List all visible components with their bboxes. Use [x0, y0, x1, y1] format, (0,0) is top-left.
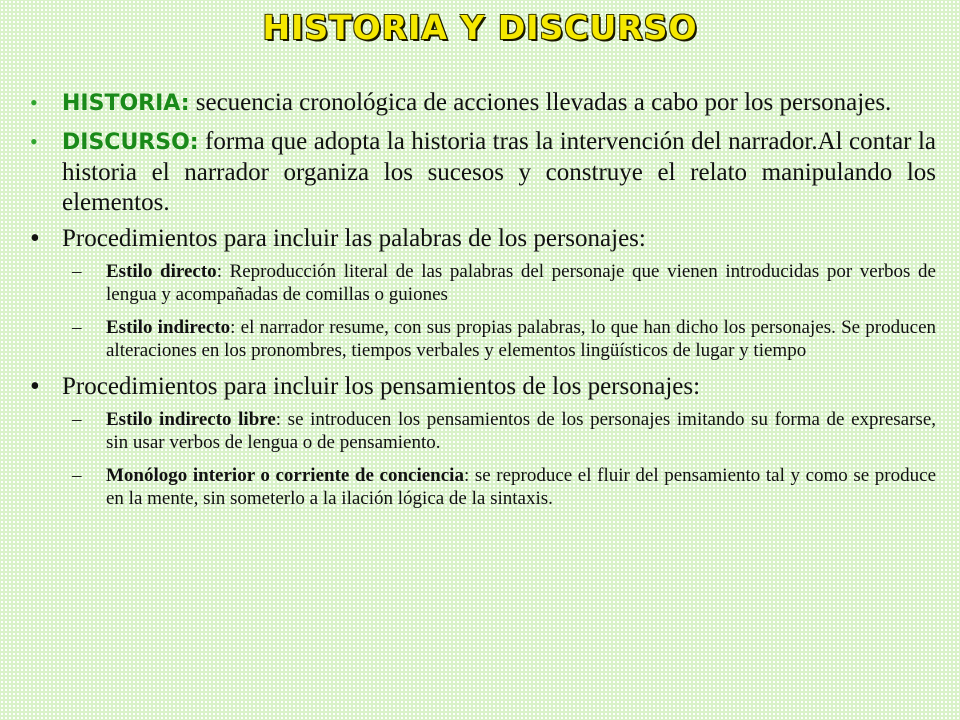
term-historia: HISTORIA:	[62, 91, 190, 116]
bullet-dot-icon: •	[30, 129, 38, 154]
slide-content	[30, 88, 936, 520]
definition-historia: secuencia cronológica de acciones llevadas a cabo por los personajes.	[189, 89, 892, 116]
bullet-dot-icon: •	[30, 371, 40, 402]
term-monologo-interior: Monólogo interior o corriente de conciencia	[106, 465, 464, 486]
sub-item-monologo-interior	[30, 464, 936, 510]
dash-icon: –	[72, 317, 82, 338]
definition-estilo-indirecto: : el narrador resume, con sus propias palabras, lo que han dicho los personajes. Se producen alteraciones en los pronombres, tiempos verbales y elementos lingüísticos de lugar y tiempo	[106, 317, 936, 361]
heading-pensamientos: Procedimientos para incluir los pensamientos de los personajes:	[62, 373, 701, 400]
definition-discurso: forma que adopta la historia tras la intervención del narrador.Al contar la historia el narrador organiza los sucesos y construye el relato manipulando los elementos.	[62, 128, 936, 216]
definition-estilo-indirecto-libre: : se introducen los pensamientos de los personajes imitando su forma de expresarse, sin usar verbos de lengua o de pensamiento.	[106, 409, 937, 453]
term-discurso: DISCURSO:	[62, 130, 199, 155]
sub-item-estilo-indirecto-libre	[30, 408, 936, 454]
definition-estilo-directo: : Reproducción literal de las palabras del personaje que vienen introducidas por verbos de lengua y acompañadas de comillas o guiones	[106, 261, 936, 305]
slide-title: HISTORIA Y DISCURSO	[262, 8, 698, 47]
dash-icon: –	[72, 261, 82, 282]
bullet-historia	[30, 88, 936, 119]
sub-item-estilo-directo	[30, 260, 936, 306]
bullet-palabras	[30, 224, 936, 254]
bullet-discurso	[30, 127, 936, 218]
bullet-dot-icon: •	[30, 90, 38, 115]
dash-icon: –	[72, 409, 82, 430]
term-estilo-indirecto: Estilo indirecto	[106, 317, 231, 338]
bullet-pensamientos	[30, 372, 936, 402]
sub-item-estilo-indirecto	[30, 316, 936, 362]
heading-palabras: Procedimientos para incluir las palabras de los personajes:	[62, 225, 646, 252]
bullet-dot-icon: •	[30, 223, 40, 254]
definition-monologo-interior: : se reproduce el fluir del pensamiento tal y como se produce en la mente, sin someterlo a la ilación lógica de la sintaxis.	[106, 465, 936, 509]
term-estilo-directo: Estilo directo	[106, 261, 217, 282]
dash-icon: –	[72, 465, 82, 486]
term-estilo-indirecto-libre: Estilo indirecto libre	[106, 409, 276, 430]
